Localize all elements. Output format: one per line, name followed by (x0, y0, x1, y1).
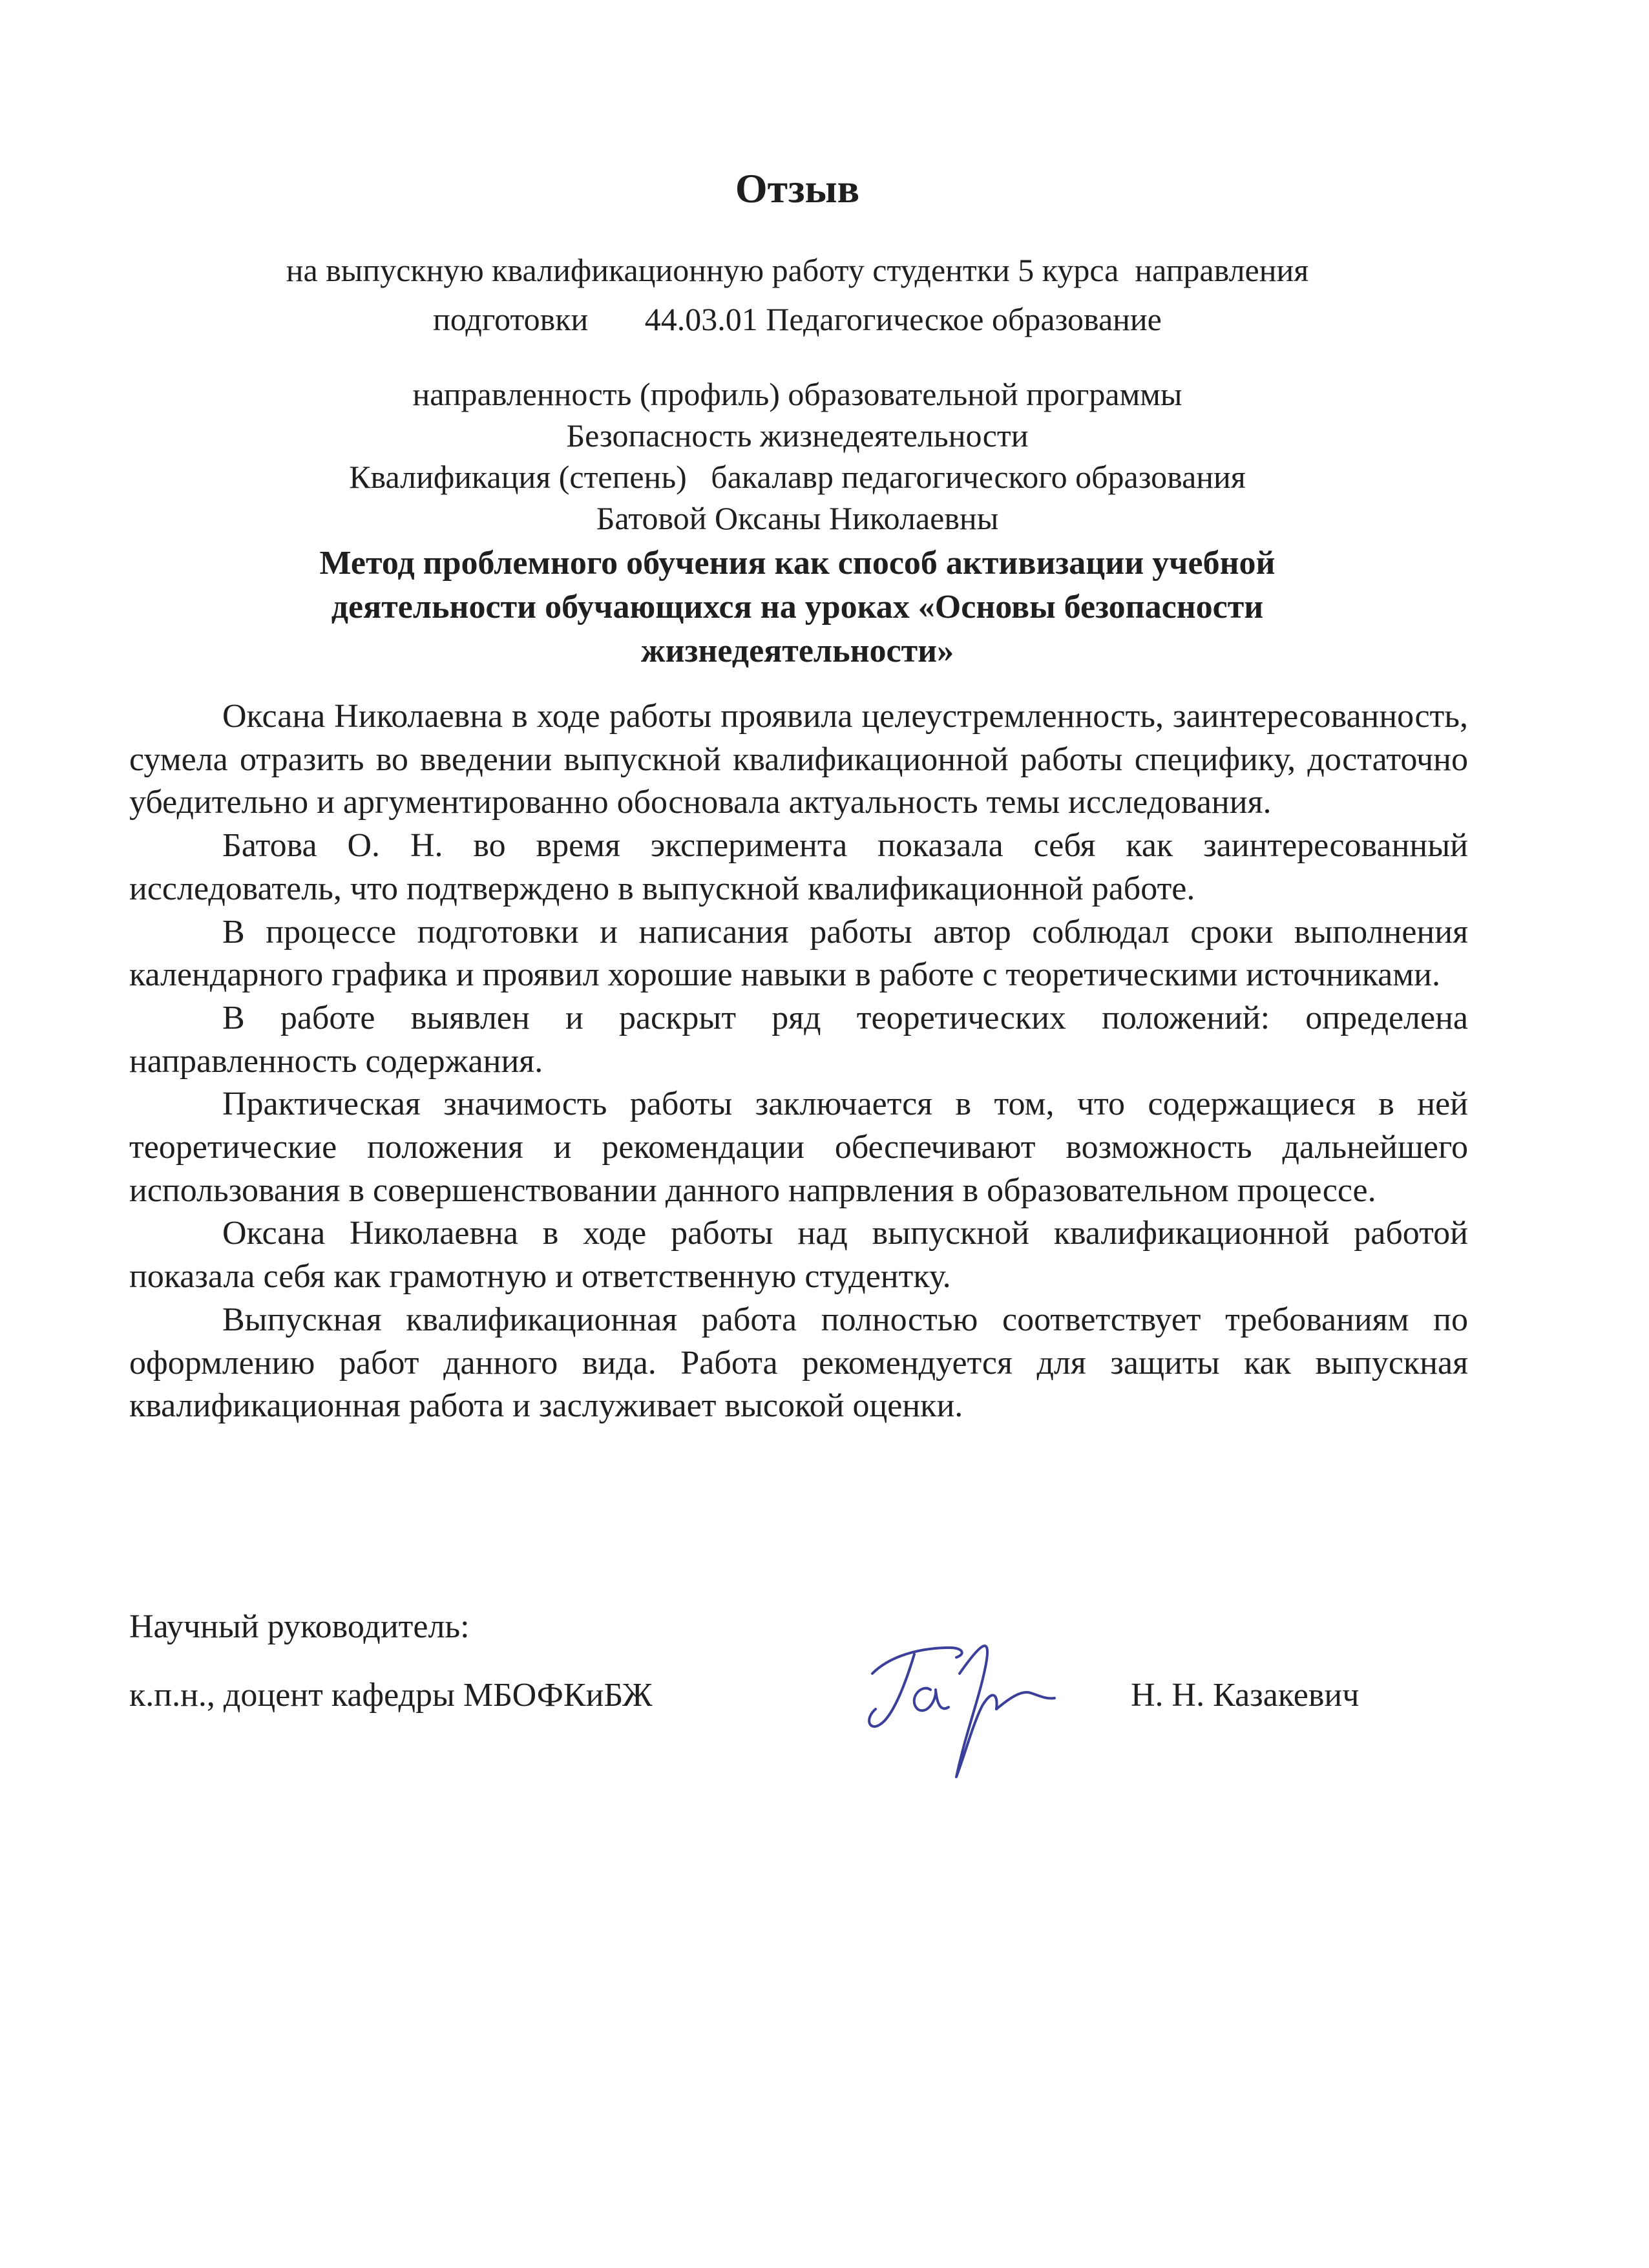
work-title-line: жизнедеятельности» (640, 633, 954, 669)
qualification-line: Квалификация (степень) бакалавр педагогического образования (349, 459, 1246, 495)
review-body (129, 695, 1468, 1428)
supervisor-position: к.п.н., доцент кафедры МБОФКиБЖ (129, 1677, 653, 1714)
work-title-line: Метод проблемного обучения как способ активизации учебной (319, 545, 1276, 582)
student-name: Батовой Оксаны Николаевны (596, 500, 999, 536)
profile-value: Безопасность жизнедеятельности (566, 417, 1029, 454)
review-paragraph: Батова О. Н. во время эксперимента показала себя как заинтересованный исследователь, что подтверждено в выпускной квалификационной работе. (129, 827, 1468, 907)
intro-line-2: подготовки 44.03.01 Педагогическое образование (433, 301, 1162, 337)
review-paragraph: Практическая значимость работы заключается в том, что содержащиеся в ней теоретические положения и рекомендации обеспечивают возможность дальнейшего использования в совершенствовании данного напрвления в образовательном процессе. (129, 1086, 1468, 1209)
review-paragraph: Выпускная квалификационная работа полностью соответствует требованиям по оформлению работ данного вида. Работа рекомендуется для защиты как выпускная квалификационная работа и заслуживает высокой оценки. (129, 1301, 1468, 1425)
review-paragraph: Оксана Николаевна в ходе работы над выпускной квалификационной работой показала себя как грамотную и ответственную студентку. (129, 1215, 1468, 1296)
work-title (0, 541, 1595, 673)
intro-line-1: на выпускную квалификационную работу студентки 5 курса направления (286, 252, 1309, 288)
review-paragraph: В процессе подготовки и написания работы автор соблюдал сроки выполнения календарного графика и проявил хорошие навыки в работе с теоретическими источниками. (129, 913, 1468, 994)
supervisor-name: Н. Н. Казакевич (1131, 1677, 1360, 1714)
profile-label: направленность (профиль) образовательной программы (412, 376, 1182, 412)
document-title: Отзыв (735, 165, 860, 211)
work-title-line: деятельности обучающихся на уроках «Основы безопасности (331, 589, 1264, 625)
handwritten-signature (853, 1628, 1073, 1796)
review-paragraph: В работе выявлен и раскрыт ряд теоретических положений: определена направленность содержания. (129, 999, 1468, 1080)
review-paragraph: Оксана Николаевна в ходе работы проявила целеустремленность, заинтересованность, сумела отразить во введении выпускной квалификационной работы специфику, достаточно убедительно и аргументированно обосновала актуальность темы исследования. (129, 698, 1468, 821)
supervisor-label: Научный руководитель: (129, 1608, 470, 1645)
